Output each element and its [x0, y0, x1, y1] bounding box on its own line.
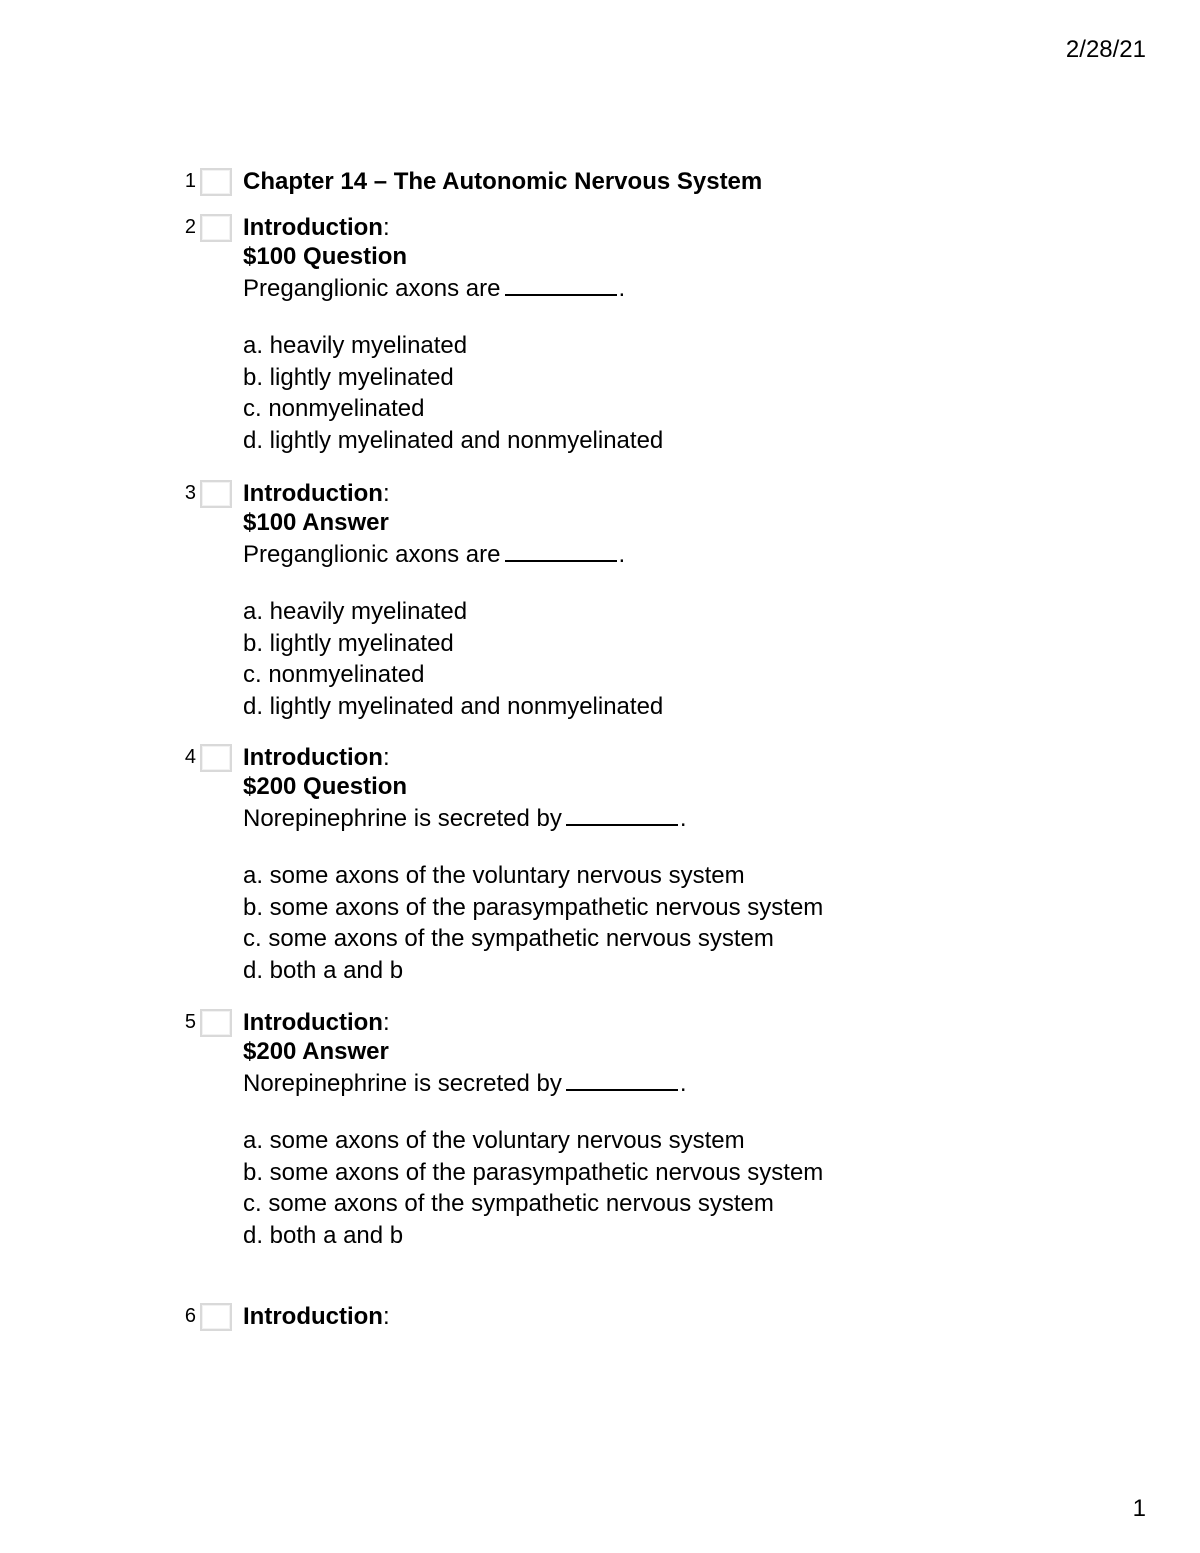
answer-options	[243, 860, 1143, 986]
answer-blank	[505, 274, 617, 296]
slide-thumbnail[interactable]	[200, 214, 232, 242]
slide-thumbnail[interactable]	[200, 744, 232, 772]
answer-options	[243, 330, 1143, 456]
slide-heading: Introduction:	[243, 1303, 390, 1330]
page-number: 1	[1132, 1495, 1146, 1522]
slide-thumbnail[interactable]	[200, 480, 232, 508]
slide-number: 3	[184, 482, 196, 504]
slide-title: Chapter 14 – The Autonomic Nervous System	[243, 168, 763, 195]
answer-option: d. lightly myelinated and nonmyelinated	[243, 426, 664, 454]
answer-options	[243, 1125, 1143, 1251]
slide-subheading: $200 Answer	[243, 1038, 389, 1065]
slide-heading: Introduction:	[243, 214, 390, 241]
answer-blank	[566, 1069, 678, 1091]
answer-option: b. lightly myelinated	[243, 363, 454, 391]
slide-subheading: $100 Answer	[243, 509, 389, 536]
answer-option: b. lightly myelinated	[243, 629, 454, 657]
question-stem: Norepinephrine is secreted by .	[243, 805, 687, 832]
question-stem: Norepinephrine is secreted by .	[243, 1070, 687, 1097]
question-stem: Preganglionic axons are .	[243, 275, 626, 302]
answer-option: a. heavily myelinated	[243, 332, 468, 359]
answer-option: c. nonmyelinated	[243, 395, 425, 422]
slide-number: 6	[184, 1305, 196, 1327]
answer-option: a. some axons of the voluntary nervous system	[243, 862, 745, 889]
answer-option: d. both a and b	[243, 956, 404, 984]
answer-blank	[566, 804, 678, 826]
slide-content	[243, 214, 1143, 456]
page-date: 2/28/21	[1065, 36, 1146, 63]
slide-content	[243, 1303, 1143, 1331]
answer-option: b. some axons of the parasympathetic nervous system	[243, 1158, 824, 1186]
slide-heading: Introduction:	[243, 1009, 390, 1036]
slide-thumbnail[interactable]	[200, 1009, 232, 1037]
answer-options	[243, 596, 1143, 722]
slide-heading: Introduction:	[243, 744, 390, 771]
answer-option: c. some axons of the sympathetic nervous system	[243, 925, 774, 952]
answer-option: c. some axons of the sympathetic nervous system	[243, 1190, 774, 1217]
slide-number: 2	[184, 216, 196, 238]
answer-option: b. some axons of the parasympathetic nervous system	[243, 893, 824, 921]
slide-thumbnail[interactable]	[200, 1303, 232, 1331]
answer-option: d. both a and b	[243, 1221, 404, 1249]
answer-blank	[505, 540, 617, 562]
slide-thumbnail[interactable]	[200, 168, 232, 196]
slide-number: 4	[184, 746, 196, 768]
slide-content	[243, 480, 1143, 722]
answer-option: a. some axons of the voluntary nervous system	[243, 1127, 745, 1154]
answer-option: c. nonmyelinated	[243, 661, 425, 688]
slide-subheading: $200 Question	[243, 773, 408, 800]
slide-content	[243, 1009, 1143, 1251]
slide-number: 5	[184, 1011, 196, 1033]
slide-heading: Introduction:	[243, 480, 390, 507]
answer-option: d. lightly myelinated and nonmyelinated	[243, 692, 664, 720]
slide-content	[243, 168, 1143, 196]
slide-number: 1	[184, 170, 196, 192]
question-stem: Preganglionic axons are .	[243, 541, 626, 568]
slide-content	[243, 744, 1143, 986]
answer-option: a. heavily myelinated	[243, 598, 468, 625]
slide-subheading: $100 Question	[243, 243, 408, 270]
